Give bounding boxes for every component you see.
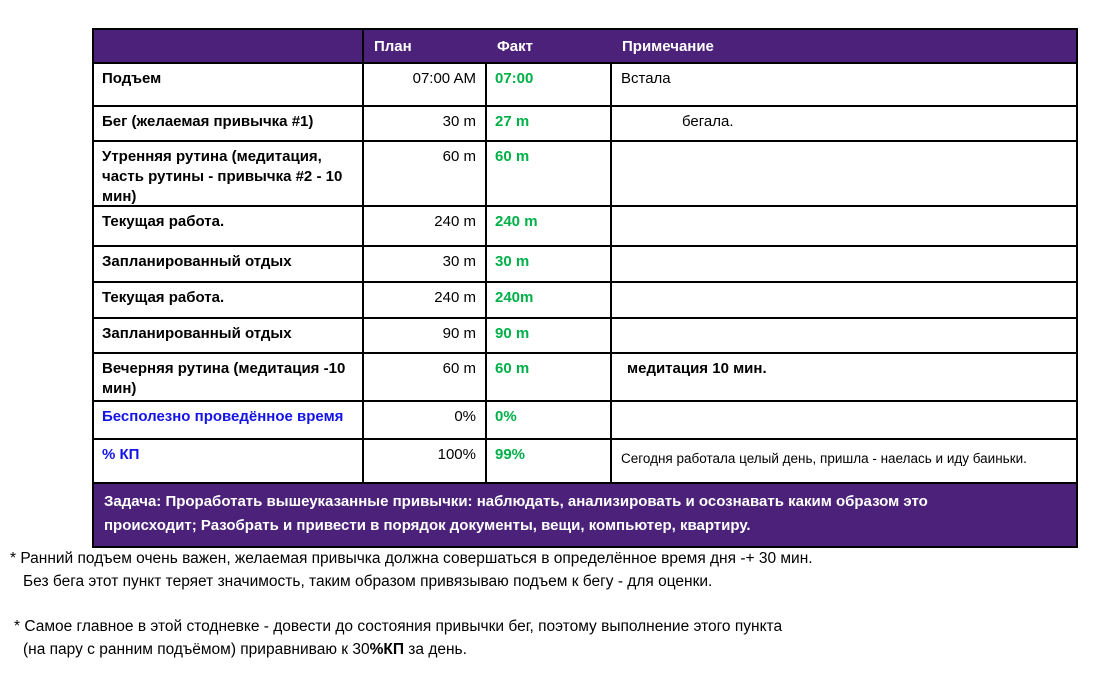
fact-cell: 99% <box>487 440 612 482</box>
fact-cell: 60 m <box>487 354 612 400</box>
note-cell <box>612 319 1076 352</box>
plan-cell: 30 m <box>364 107 487 140</box>
habits-table <box>92 28 1078 548</box>
activity-cell: Подъем <box>94 64 364 105</box>
table-row <box>94 283 1076 319</box>
table-row <box>94 354 1076 402</box>
note-cell <box>612 283 1076 317</box>
activity-cell: % КП <box>94 440 364 482</box>
plan-cell: 0% <box>364 402 487 438</box>
plan-cell: 07:00 AM <box>364 64 487 105</box>
plan-cell: 90 m <box>364 319 487 352</box>
plan-cell: 60 m <box>364 142 487 205</box>
footnote-2-text-post: за день. <box>403 641 467 658</box>
note-cell: бегала. <box>682 113 734 130</box>
task-line-2: происходит; Разобрать и привести в порядок документы, вещи, компьютер, квартиру. <box>104 517 751 534</box>
note-cell <box>612 142 1076 205</box>
task-line-1: Задача: Проработать вышеуказанные привычки: наблюдать, анализировать и осознавать каким образом это <box>104 493 928 510</box>
header-activity <box>94 30 364 62</box>
fact-cell: 0% <box>487 402 612 438</box>
footnote-1-line-2: Без бега этот пункт теряет значимость, таким образом привязываю подъем к бегу - для оценки. <box>23 573 713 590</box>
fact-cell: 240m <box>487 283 612 317</box>
table-row <box>94 247 1076 283</box>
task-footer <box>94 484 1076 546</box>
plan-cell: 100% <box>364 440 487 482</box>
kp-highlight: %КП <box>369 641 404 658</box>
activity-cell: Бег (желаемая привычка #1) <box>94 107 364 140</box>
footnote-2-line-2 <box>10 638 813 661</box>
table-row <box>94 142 1076 207</box>
footnotes <box>10 547 813 661</box>
header-fact: Факт <box>497 38 533 55</box>
activity-cell: Утренняя рутина (медитация, часть рутины - привычка #2 - 10 мин) <box>94 142 364 205</box>
activity-cell: Текущая работа. <box>94 207 364 245</box>
note-cell: медитация 10 мин. <box>627 360 767 377</box>
plan-cell: 240 m <box>364 283 487 317</box>
activity-cell: Запланированный отдых <box>94 247 364 281</box>
plan-cell: 240 m <box>364 207 487 245</box>
table-body <box>94 64 1076 484</box>
fact-cell: 90 m <box>487 319 612 352</box>
note-cell: Сегодня работала целый день, пришла - наелась и иду баиньки. <box>621 451 1027 466</box>
footnote-1-line-1: * Ранний подъем очень важен, желаемая привычка должна совершаться в определённое время дня -+ 30 мин. <box>10 550 813 567</box>
fact-cell: 240 m <box>487 207 612 245</box>
note-cell <box>612 402 1076 438</box>
activity-cell: Запланированный отдых <box>94 319 364 352</box>
fact-cell: 60 m <box>487 142 612 205</box>
activity-cell: Бесполезно проведённое время <box>94 402 364 438</box>
header-note: Примечание <box>622 38 714 55</box>
table-row <box>94 207 1076 247</box>
note-cell: Встала <box>621 70 671 87</box>
table-row <box>94 402 1076 440</box>
plan-cell: 30 m <box>364 247 487 281</box>
activity-cell: Текущая работа. <box>94 283 364 317</box>
fact-cell: 27 m <box>487 107 612 140</box>
activity-cell: Вечерняя рутина (медитация -10 мин) <box>94 354 364 400</box>
header-plan: План <box>374 38 412 55</box>
footnote-2-text-pre: (на пару с ранним подъёмом) приравниваю к 30 <box>23 641 370 658</box>
note-cell <box>612 247 1076 281</box>
footnote-2-line-1: * Самое главное в этой стодневке - довести до состояния привычки бег, поэтому выполнение этого пункта <box>14 618 783 635</box>
table-row <box>94 319 1076 354</box>
fact-cell: 07:00 <box>487 64 612 105</box>
table-row <box>94 440 1076 484</box>
plan-cell: 60 m <box>364 354 487 400</box>
table-row <box>94 107 1076 142</box>
table-row <box>94 64 1076 107</box>
table-header-row <box>94 30 1076 64</box>
footnote-gap <box>10 593 813 615</box>
fact-cell: 30 m <box>487 247 612 281</box>
note-cell <box>612 207 1076 245</box>
